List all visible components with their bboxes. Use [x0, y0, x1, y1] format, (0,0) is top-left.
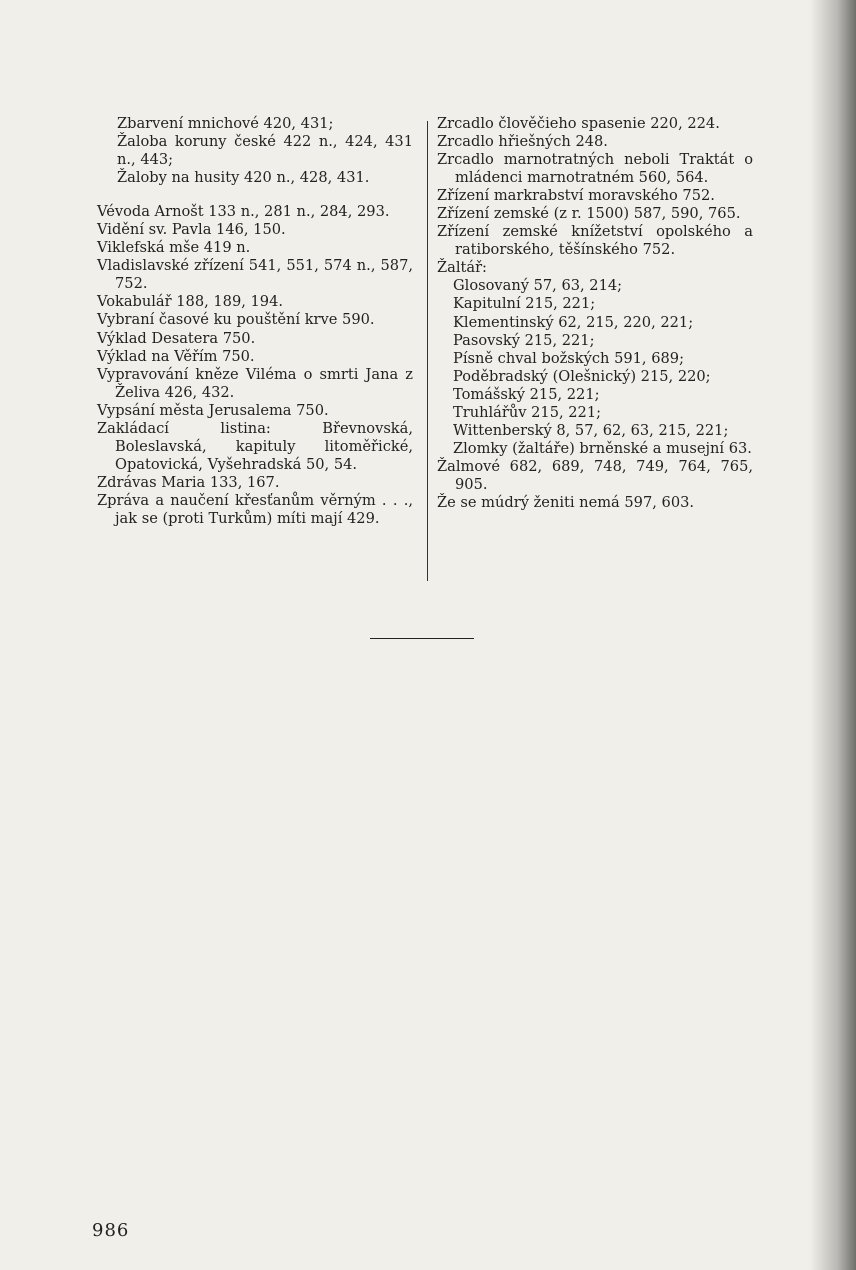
index-entry: Žaloby na husity 420 n., 428, 431.: [117, 169, 370, 187]
index-entry: Zpráva a naučení křesťanům věrným . . ., jak se (proti Turkům) míti mají 429.: [97, 491, 413, 527]
index-subentry: Kapitulní 215, 221;: [453, 295, 596, 313]
index-entry: Zřízení markrabství moravského 752.: [437, 187, 715, 205]
index-column-right: [437, 115, 753, 512]
index-entry: Žaloba koruny české 422 n., 424, 431 n., 443;: [117, 133, 413, 169]
index-column-left: [97, 115, 413, 528]
index-entry: Vypsání města Jerusalema 750.: [97, 401, 329, 419]
index-subentry: Písně chval božských 591, 689;: [453, 349, 684, 367]
index-entry: Zřízení zemské (z r. 1500) 587, 590, 765.: [437, 205, 741, 223]
index-entry: Zrcadlo marnotratných neboli Traktát o mládenci marnotratném 560, 564.: [437, 151, 753, 187]
index-entry: Zřízení zemské knížetství opolského a ratiborského, těšínského 752.: [437, 223, 753, 259]
index-entry: Zrcadlo člověčieho spasenie 220, 224.: [437, 115, 720, 132]
index-subentry: Poděbradský (Olešnický) 215, 220;: [453, 367, 711, 385]
index-entry: Vypravování kněze Viléma o smrti Jana z Želiva 426, 432.: [97, 365, 413, 401]
index-entry: Zakládací listina: Břevnovská, Boleslavská, kapituly litoměřické, Opatovická, Vyšehradská 50, 54.: [97, 419, 413, 473]
section-end-rule: [370, 638, 474, 639]
page-edge-shadow: [810, 0, 856, 1270]
index-entry: Zdrávas Maria 133, 167.: [97, 473, 280, 491]
index-subentry: Glosovaný 57, 63, 214;: [453, 277, 623, 295]
index-subentry: Tomášský 215, 221;: [453, 385, 600, 403]
index-entry: Zrcadlo hřiešných 248.: [437, 133, 608, 151]
index-entry: Výklad Desatera 750.: [97, 329, 256, 347]
page-number: 986: [92, 1220, 130, 1241]
index-entry: Žaltář:: [437, 259, 487, 277]
index-entry: Zbarvení mnichové 420, 431;: [117, 115, 334, 132]
index-subentry: Klementinský 62, 215, 220, 221;: [453, 313, 694, 331]
index-subentry: Truhlářův 215, 221;: [453, 403, 602, 421]
index-entry: Vybraní časové ku pouštění krve 590.: [97, 311, 375, 329]
index-subentry: Wittenberský 8, 57, 62, 63, 215, 221;: [453, 421, 729, 439]
index-entry: Vévoda Arnošt 133 n., 281 n., 284, 293.: [97, 203, 390, 221]
entry-group-gap: [97, 187, 413, 203]
index-entry: Viklefská mše 419 n.: [97, 239, 251, 257]
index-entry: Vladislavské zřízení 541, 551, 574 n., 587, 752.: [97, 257, 413, 293]
index-subentry: Zlomky (žaltáře) brněnské a musejní 63.: [453, 439, 752, 457]
index-entry: Vidění sv. Pavla 146, 150.: [97, 221, 286, 239]
index-entry: Vokabulář 188, 189, 194.: [97, 293, 284, 311]
index-subentry: Pasovský 215, 221;: [453, 331, 595, 349]
index-entry: Výklad na Věřím 750.: [97, 347, 255, 365]
index-entry: Žalmové 682, 689, 748, 749, 764, 765, 905.: [437, 457, 753, 493]
index-entry: Že se múdrý ženiti nemá 597, 603.: [437, 493, 695, 511]
